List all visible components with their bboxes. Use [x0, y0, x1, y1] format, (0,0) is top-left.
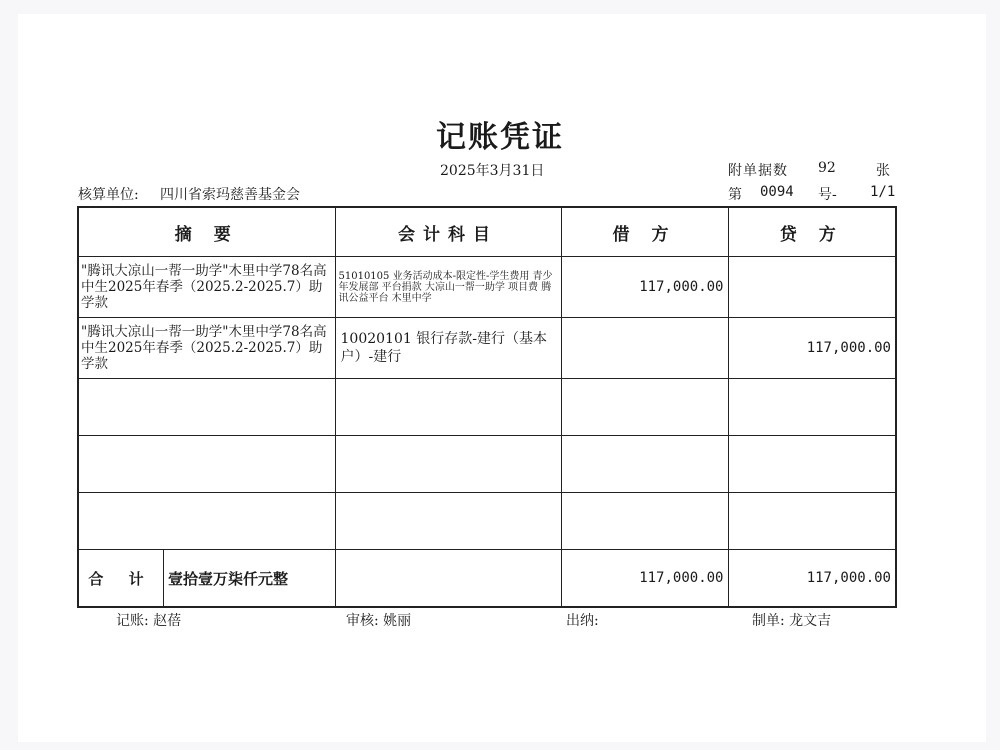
empty-row: [78, 436, 896, 493]
voucher-page-count: 1/1: [870, 184, 896, 200]
cashier-signature: [566, 610, 599, 630]
total-credit: 117,000.00: [728, 550, 896, 608]
total-row: [78, 550, 896, 608]
bookkeeper-label: 记账:: [116, 613, 149, 629]
preparer-signature: [752, 610, 831, 630]
row-summary: "腾讯大凉山一帮一助学"木里中学78名高中生2025年春季（2025.2-2025.7）助学款: [78, 257, 335, 318]
total-amount-words: 壹拾壹万柒仟元整: [168, 569, 289, 588]
table-row: [78, 257, 896, 318]
cashier-label: 出纳:: [566, 613, 599, 629]
header-row: [78, 207, 896, 257]
voucher-no-number: 0094: [760, 184, 794, 200]
row-credit: [728, 257, 896, 318]
row-credit: 117,000.00: [728, 318, 896, 379]
voucher-table: [77, 206, 897, 608]
voucher-date: 2025年3月31日: [440, 163, 545, 179]
org-name: 四川省索玛慈善基金会: [160, 187, 300, 203]
table-row: [78, 318, 896, 379]
preparer-name: 龙文吉: [789, 613, 832, 629]
attachments-unit: 张: [876, 163, 890, 179]
attachments-count: 92: [818, 160, 836, 176]
auditor-name: 姚丽: [383, 613, 412, 629]
total-label: 合 计: [79, 550, 164, 606]
row-account: 51010105 业务活动成本-限定性-学生费用 青少年发展部 平台捐款 大凉山一帮一助学 项目费 腾讯公益平台 木里中学: [335, 257, 561, 318]
attachments-label: 附单据数: [728, 163, 788, 179]
header-credit: 贷 方: [728, 207, 896, 257]
row-debit: 117,000.00: [561, 257, 728, 318]
row-summary: "腾讯大凉山一帮一助学"木里中学78名高中生2025年春季（2025.2-2025.7）助学款: [78, 318, 335, 379]
row-account: 10020101 银行存款-建行（基本户）-建行: [335, 318, 561, 379]
header-account: 会计科目: [335, 207, 561, 257]
voucher-no-prefix: 第: [728, 187, 742, 203]
row-debit: [561, 318, 728, 379]
header-debit: 借 方: [561, 207, 728, 257]
bookkeeper-name: 赵蓓: [153, 613, 182, 629]
preparer-label: 制单:: [752, 613, 785, 629]
voucher-no-suffix: 号-: [818, 187, 837, 203]
header-summary: 摘 要: [78, 207, 335, 257]
auditor-label: 审核:: [346, 613, 379, 629]
auditor-signature: [346, 610, 411, 630]
voucher-title: 记账凭证: [436, 120, 564, 155]
empty-row: [78, 379, 896, 436]
org-label: 核算单位:: [78, 187, 139, 203]
total-summary-cell: [78, 550, 335, 608]
total-account-cell: [335, 550, 561, 608]
bookkeeper-signature: [116, 610, 181, 630]
total-debit: 117,000.00: [561, 550, 728, 608]
empty-row: [78, 493, 896, 550]
